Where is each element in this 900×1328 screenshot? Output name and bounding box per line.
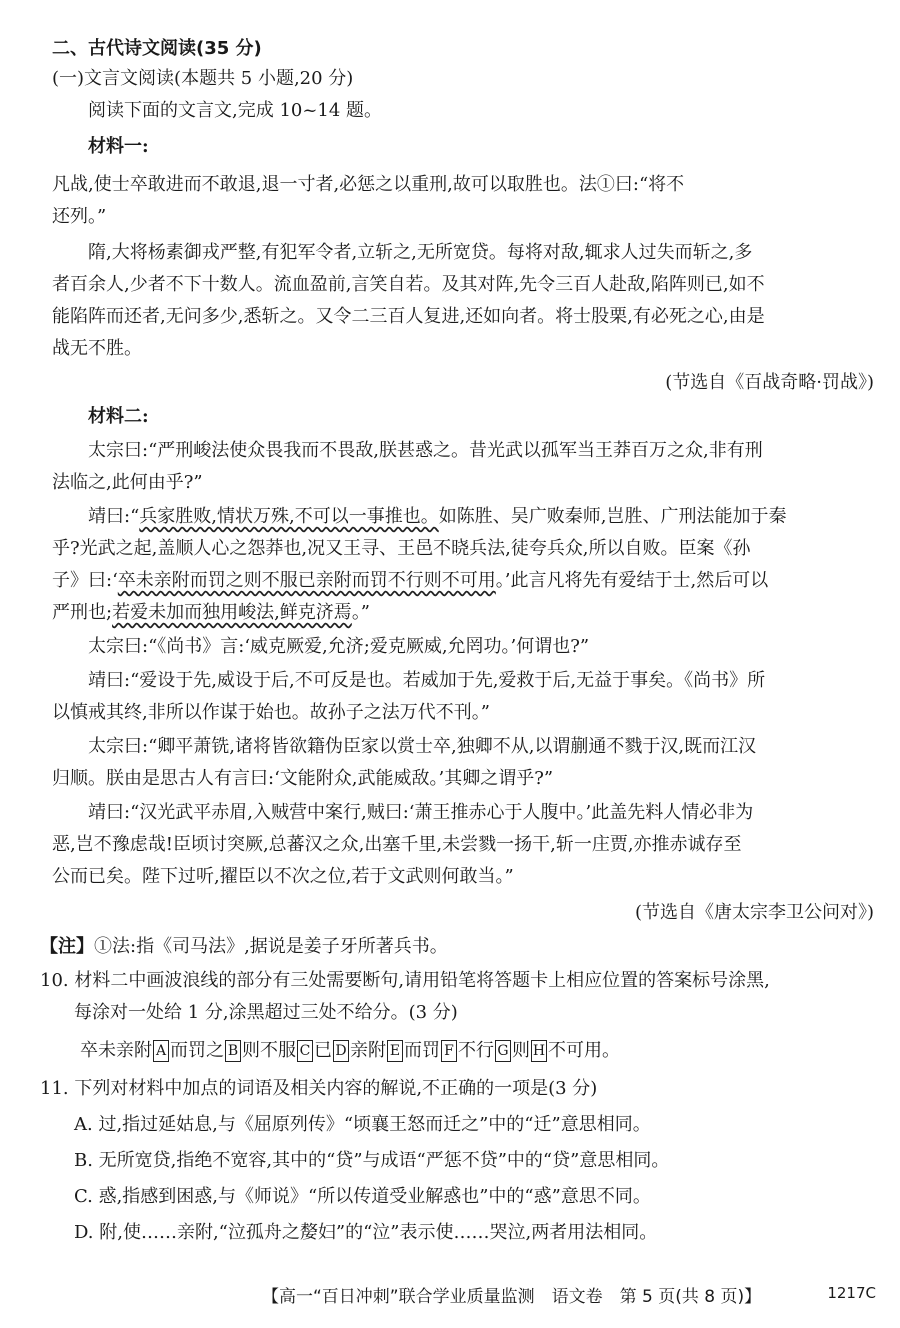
m1-p1-l2: 还列。” [52,206,107,227]
q10-seg: 不行 [458,1040,494,1061]
m2-l5-wavy: 卒未亲附而罚之则不服已亲附而罚不行则不可用 [117,570,496,591]
m1-p2-l1: 隋,大将杨素御戎严整,有犯军令者,立斩之,无所宽贷。每将对敌,辄求人过失而斩之,多 [88,242,753,263]
material-1-source: (节选自《百战奇略·罚战》) [665,372,874,393]
m2-l3-wavy: 兵家胜败,情状万殊,不可以一事推也。 [139,506,439,527]
subsection-title: (一)文言文阅读(本题共 5 小题,20 分) [52,68,354,89]
m2-l6-b: 。” [351,602,371,623]
m1-p2-l4: 战无不胜。 [52,338,142,359]
m2-l3 [88,504,786,530]
material-2-title: 材料二: [88,406,149,427]
m2-l10: 太宗曰:“卿平萧铣,诸将皆欲籍伪臣家以赏士卒,独卿不从,以谓蒯通不戮于汉,既而江汉 [88,736,757,757]
m2-l13: 恶,岂不豫虑哉!臣顷讨突厥,总蕃汉之众,出塞千里,未尝戮一扬干,斩一庄贾,亦推赤诚存至 [52,834,742,855]
q10-seg: 而罚 [404,1040,440,1061]
q11-option-c[interactable]: C. 惑,指感到困惑,与《师说》“所以传道受业解惑也”中的“惑”意思不同。 [74,1186,651,1207]
m2-l5 [52,568,768,594]
q10-seg: 卒未亲附 [80,1040,152,1061]
m2-l14: 公而已矣。陛下过听,擢臣以不次之位,若于文武则何敢当。” [52,866,514,887]
material-2-source: (节选自《唐太宗李卫公问对》) [634,902,874,923]
q10-stem-l2: 每涂对一处给 1 分,涂黑超过三处不给分。(3 分) [74,1002,458,1023]
q10-seg: 则不服 [242,1040,296,1061]
note-text: ①法:指《司马法》,据说是姜子牙所著兵书。 [94,936,448,957]
q11-option-a[interactable]: A. 过,指过延姑息,与《屈原列传》“顷襄王怒而迁之”中的“迁”意思相同。 [74,1114,651,1135]
m1-p2-l3: 能陷阵而还者,无问多少,悉斩之。又令二三百人复进,还如向者。将士股栗,有必死之心,由是 [52,306,765,327]
q10-box-f[interactable]: F [441,1040,457,1062]
m2-l2: 法临之,此何由乎?” [52,472,203,493]
m2-l6 [52,600,370,626]
paper-code: 1217C [827,1284,876,1302]
q10-box-b[interactable]: B [225,1040,241,1062]
material-1-title: 材料一: [88,136,149,157]
q10-seg: 不可用。 [548,1040,620,1061]
m2-l7: 太宗曰:“《尚书》言:‘威克厥爱,允济;爱克厥威,允罔功。’何谓也?” [88,636,590,657]
m2-l4: 乎?光武之起,盖顺人心之怨莽也,况又王寻、王邑不晓兵法,徒夸兵众,所以自败。臣案《孙 [52,538,751,559]
note [40,934,448,960]
m2-l11: 归顺。朕由是思古人有言曰:‘文能附众,武能威敌。’其卿之谓乎?” [52,768,554,789]
page-footer: 【高一“百日冲刺”联合学业质量监测 语文卷 第 5 页(共 8 页)】 [262,1287,762,1307]
q11-stem: 11. 下列对材料中加点的词语及相关内容的解说,不正确的一项是(3 分) [40,1078,598,1099]
q10-seg: 而罚之 [170,1040,224,1061]
m2-l3-a: 靖曰:“ [88,506,140,527]
q10-box-h[interactable]: H [531,1040,547,1062]
q10-seg: 已 [314,1040,332,1061]
q10-box-g[interactable]: G [495,1040,511,1062]
q10-box-c[interactable]: C [297,1040,313,1062]
m2-l1: 太宗曰:“严刑峻法使众畏我而不畏敌,朕甚惑之。昔光武以孤军当王莽百万之众,非有刑 [88,440,763,461]
q10-sentence [80,1038,620,1064]
q10-box-e[interactable]: E [387,1040,403,1062]
q11-option-d[interactable]: D. 附,使……亲附,“泣孤舟之嫠妇”的“泣”表示使……哭泣,两者用法相同。 [74,1222,658,1243]
q10-stem-l1: 10. 材料二中画波浪线的部分有三处需要断句,请用铅笔将答题卡上相应位置的答案标号涂黑, [40,970,770,991]
m2-l6-a: 严刑也; [52,602,113,623]
m2-l12: 靖曰:“汉光武平赤眉,入贼营中案行,贼曰:‘萧王推赤心于人腹中。’此盖先料人情必非为 [88,802,754,823]
q10-box-a[interactable]: A [153,1040,169,1062]
m2-l9: 以慎戒其终,非所以作谋于始也。故孙子之法万代不刊。” [52,702,490,723]
q10-seg: 则 [512,1040,530,1061]
section-title: 二、古代诗文阅读(35 分) [52,38,262,59]
m2-l6-wavy: 若爱未加而独用峻法,鲜克济焉 [112,602,352,623]
q10-seg: 亲附 [350,1040,386,1061]
m2-l5-a: 子》曰:‘ [52,570,118,591]
q11-option-b[interactable]: B. 无所宽贷,指绝不宽容,其中的“贷”与成语“严惩不贷”中的“贷”意思相同。 [74,1150,670,1171]
m1-p1-l1: 凡战,使士卒敢进而不敢退,退一寸者,必惩之以重刑,故可以取胜也。法①曰:“将不 [52,174,685,195]
q10-box-d[interactable]: D [333,1040,349,1062]
instruction: 阅读下面的文言文,完成 10~14 题。 [88,100,383,121]
m1-p2-l2: 者百余人,少者不下十数人。流血盈前,言笑自若。及其对阵,先令三百人赴敌,陷阵则已,如不 [52,274,765,295]
note-label: 【注】 [40,936,94,957]
m2-l3-b: 如陈胜、吴广败秦师,岂胜、广刑法能加于秦 [438,506,787,527]
m2-l8: 靖曰:“爱设于先,威设于后,不可反是也。若威加于先,爱救于后,无益于事矣。《尚书》所 [88,670,766,691]
m2-l5-b: 。’此言凡将先有爱结于士,然后可以 [495,570,769,591]
